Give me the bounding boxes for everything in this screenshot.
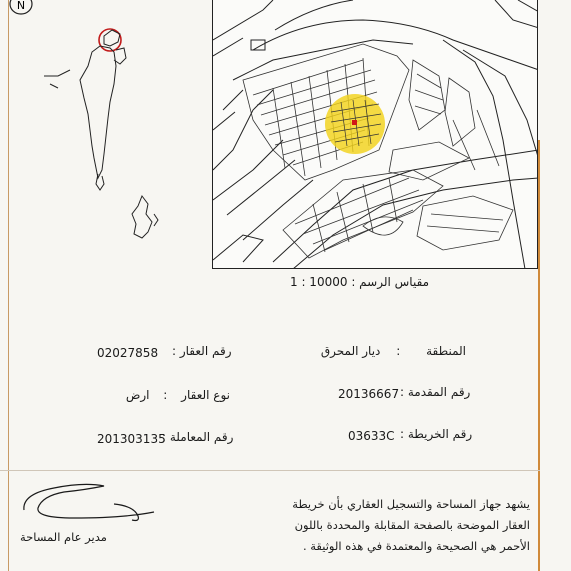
north-label: N	[16, 0, 26, 12]
transaction-number-label: رقم المعاملة :	[162, 430, 234, 444]
transaction-number-value: 201303135	[97, 432, 166, 446]
certification-line-2: العقار الموضحة بالصفحة المقابلة والمحددة باللون	[294, 518, 530, 532]
north-arrow-icon	[7, 0, 35, 16]
cadastral-map	[212, 0, 538, 269]
application-number-value: 20136667	[338, 387, 400, 401]
certification-line-1: يشهد جهاز المساحة والتسجيل العقاري بأن خريطة	[292, 497, 530, 511]
property-type-label: نوع العقار	[181, 388, 230, 402]
map-scale	[290, 275, 429, 289]
map-number-label: رقم الخريطة :	[400, 427, 473, 441]
certification-text	[250, 494, 530, 557]
section-divider	[0, 470, 540, 471]
lower-blocks	[283, 110, 513, 258]
area-field: المنطقة : ديار المحرق	[320, 344, 466, 358]
scale-label: مقياس الرسم :	[351, 275, 430, 289]
property-parcel	[352, 120, 357, 125]
area-label: المنطقة	[426, 344, 466, 358]
application-number-label: رقم المقدمة :	[400, 385, 471, 399]
signature-icon	[14, 476, 164, 528]
property-number-label: رقم العقار :	[172, 344, 232, 358]
hawar-outline	[132, 196, 152, 238]
page-margin-line	[538, 140, 540, 571]
property-number-value: 02027858	[97, 346, 159, 360]
certification-line-3: الأحمر هي الصحيحة والمعتمدة في هذه الوثيقة .	[302, 539, 530, 553]
map-number-value: 03633C	[348, 429, 395, 443]
property-type-value: ارض	[125, 388, 150, 402]
property-type-field: نوع العقار : ارض	[125, 388, 230, 402]
location-map	[18, 18, 168, 258]
muharraq-outline	[104, 30, 120, 46]
area-value: ديار المحرق	[320, 344, 381, 358]
page-edge-line	[8, 0, 9, 571]
scale-value: 1 : 10000	[290, 275, 348, 289]
signature-title: مدير عام المساحة	[20, 530, 107, 544]
island-outline	[80, 46, 116, 178]
